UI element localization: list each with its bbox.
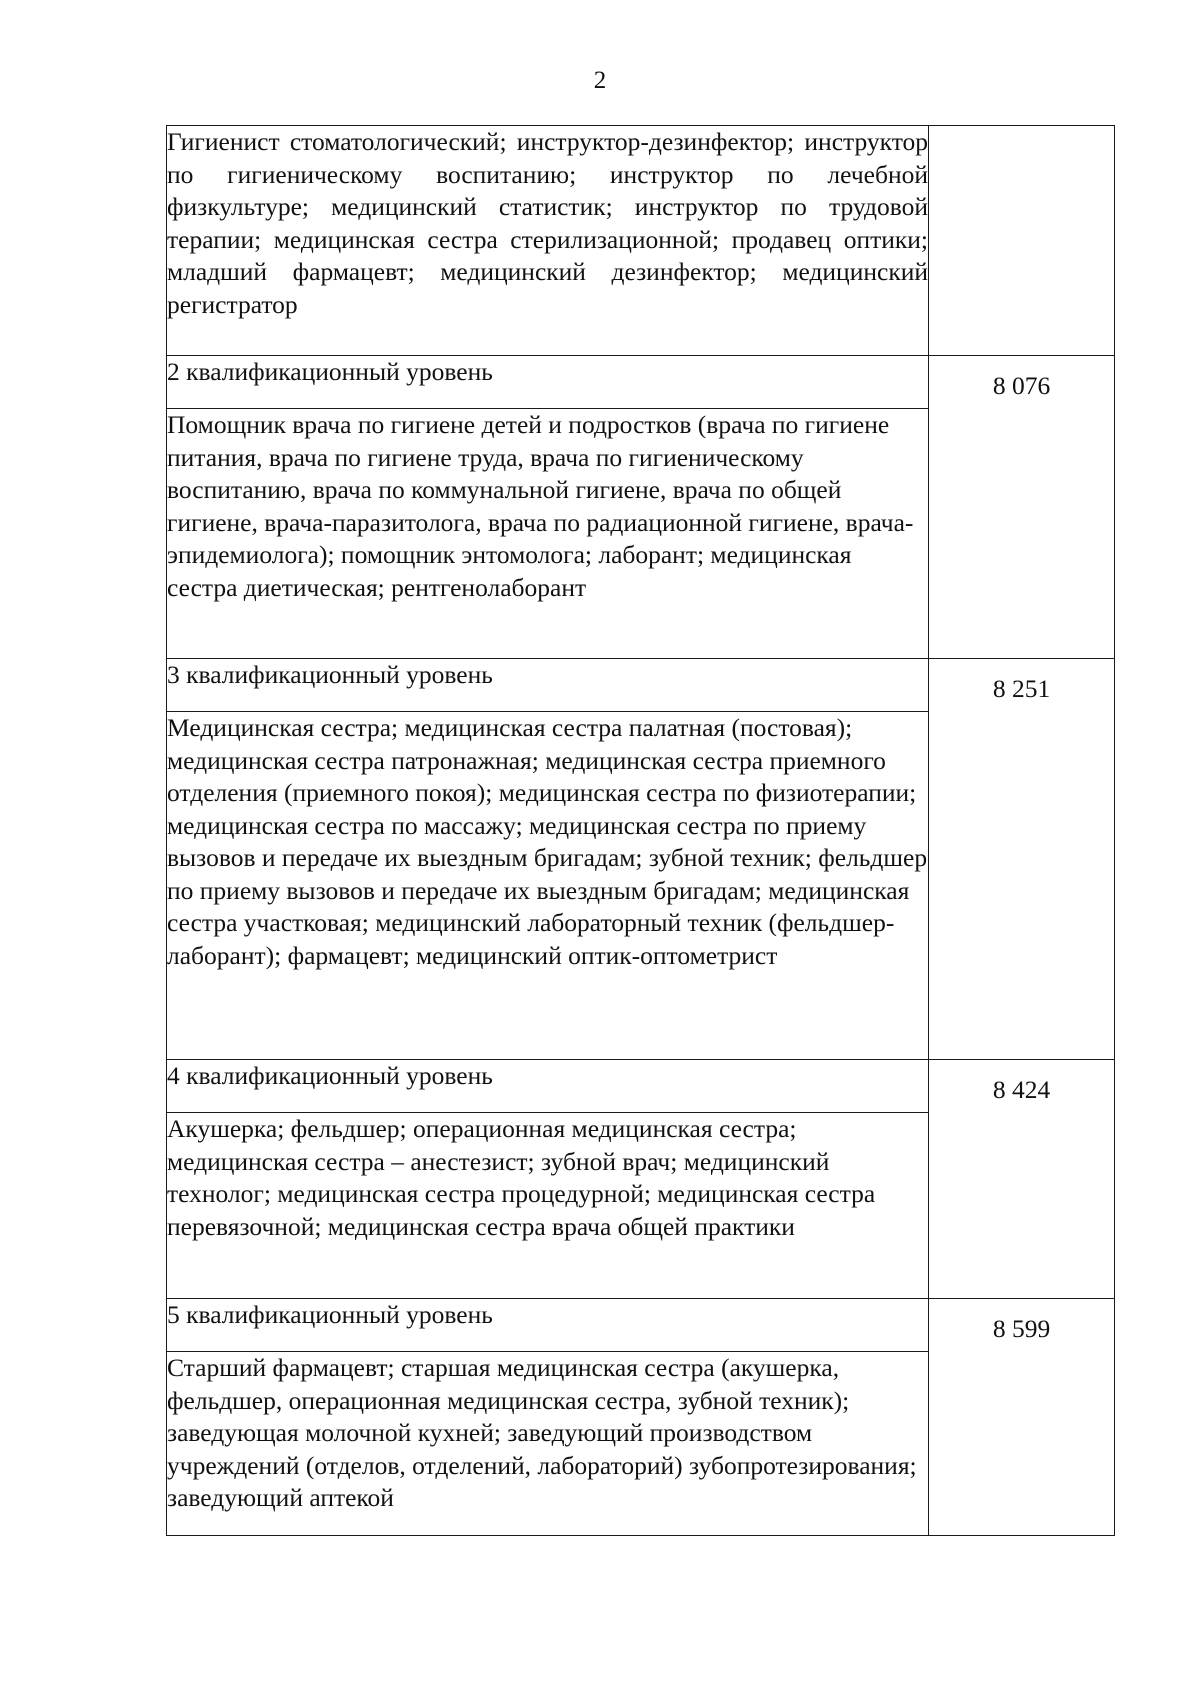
table-row-level-4-title	[167, 1060, 1115, 1113]
qualification-salary-table	[166, 125, 1115, 1536]
table-row-level-1-continued	[167, 126, 1115, 356]
qualification-level-title: 2 квалификационный уровень	[167, 356, 929, 409]
table-row-level-2-title	[167, 356, 1115, 409]
salary-value	[929, 126, 1115, 356]
salary-value: 8 251	[929, 659, 1115, 1060]
salary-value: 8 424	[929, 1060, 1115, 1299]
table-row-level-5-title	[167, 1299, 1115, 1352]
qualification-level-title: 5 квалификационный уровень	[167, 1299, 929, 1352]
salary-value: 8 076	[929, 356, 1115, 659]
salary-value: 8 599	[929, 1299, 1115, 1536]
page-number: 2	[593, 67, 607, 94]
qualification-level-title: 3 квалификационный уровень	[167, 659, 929, 712]
qualification-level-title: 4 квалификационный уровень	[167, 1060, 929, 1113]
positions-description: Гигиенист стоматологический; инструктор-дезинфектор; инструктор по гигиеническому воспитанию; инструктор по лечебной физкультуре; медицинский статистик; инструктор по трудовой терапии; медицинская сестра стерилизационной; продавец оптики; младший фармацевт; медицинский дезинфектор; медицинский регистратор	[167, 126, 929, 356]
positions-description: Старший фармацевт; старшая медицинская сестра (акушерка, фельдшер, операционная медицинская сестра, зубной техник); заведующая молочной кухней; заведующий производством учреждений (отделов, отделений, лабораторий) зубопротезирования; заведующий аптекой	[167, 1352, 929, 1536]
positions-description: Акушерка; фельдшер; операционная медицинская сестра; медицинская сестра – анестезист; зубной врач; медицинский технолог; медицинская сестра процедурной; медицинская сестра перевязочной; медицинская сестра врача общей практики	[167, 1113, 929, 1299]
positions-description: Помощник врача по гигиене детей и подростков (врача по гигиене питания, врача по гигиене труда, врача по гигиеническому воспитанию, врача по коммунальной гигиене, врача по общей гигиене, врача-паразитолога, врача по радиационной гигиене, врача-эпидемиолога); помощник энтомолога; лаборант; медицинская сестра диетическая; рентгенолаборант	[167, 409, 929, 659]
table-row-level-3-title	[167, 659, 1115, 712]
positions-description: Медицинская сестра; медицинская сестра палатная (постовая); медицинская сестра патронажная; медицинская сестра приемного отделения (приемного покоя); медицинская сестра по физиотерапии; медицинская сестра по массажу; медицинская сестра по приему вызовов и передаче их выездным бригадам; зубной техник; фельдшер по приему вызовов и передаче их выездным бригадам; медицинская сестра участковая; медицинский лабораторный техник (фельдшер-лаборант); фармацевт; медицинский оптик-оптометрист	[167, 712, 929, 1060]
